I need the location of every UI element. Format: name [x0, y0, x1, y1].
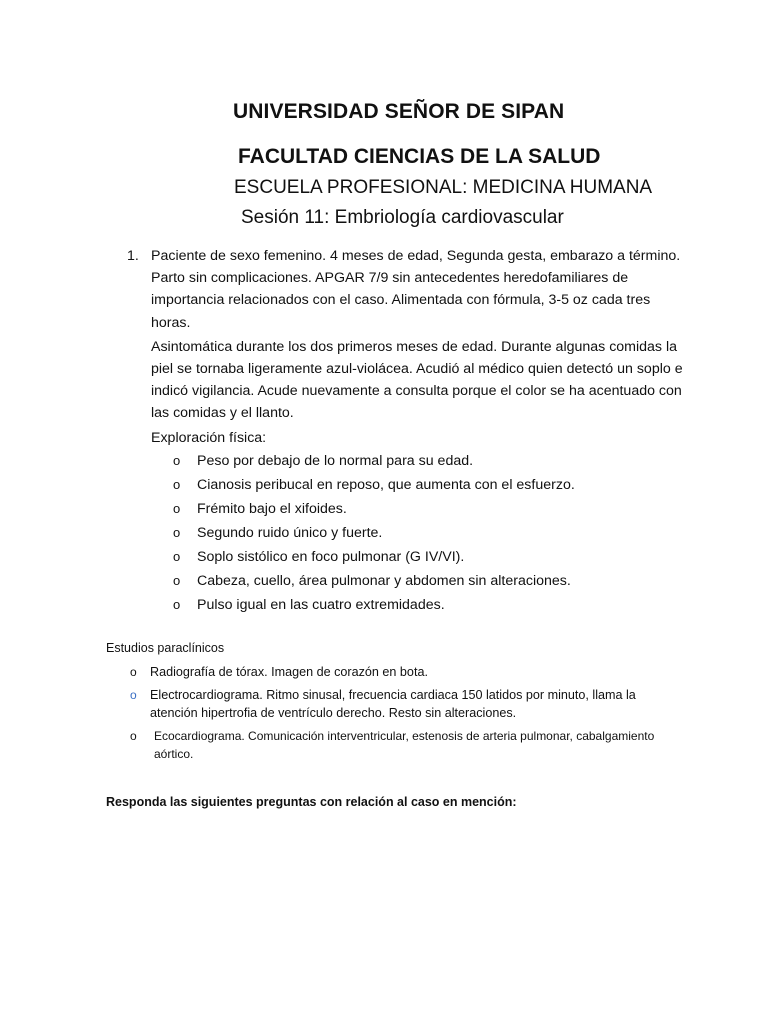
question-prompt: Responda las siguientes preguntas con relación al caso en mención: — [106, 795, 517, 809]
paraclinical-ecg: Electrocardiograma. Ritmo sinusal, frecuencia cardiaca 150 latidos por minuto, llama la atención hipertrofia de ventrículo derecho. Resto sin alteraciones. — [150, 688, 636, 720]
list-item: o Pulso igual en las cuatro extremidades. — [173, 593, 683, 617]
bullet-icon: o — [173, 572, 181, 588]
bullet-icon: o — [173, 548, 181, 564]
case-paragraph-symptoms: Asintomática durante los dos primeros meses de edad. Durante algunas comidas la piel se tornaba ligeramente azul-violácea. Acudió al médico quien detectó un soplo e indicó vigilancia. Acude nuevamente a consulta porque el color se ha acentuado con las comidas y el llanto. — [151, 338, 683, 422]
list-item: o Segundo ruido único y fuerte. — [173, 521, 683, 545]
session-title: Sesión 11: Embriología cardiovascular — [241, 207, 564, 228]
paraclinical-echo: Ecocardiograma. Comunicación interventricular, estenosis de arteria pulmonar, cabalgamiento aórtico. — [154, 729, 655, 761]
faculty-title: FACULTAD CIENCIAS DE LA SALUD — [238, 145, 601, 168]
bullet-icon: o — [173, 524, 181, 540]
list-item: o Soplo sistólico en foco pulmonar (G IV/VI). — [173, 545, 683, 569]
list-item: o Peso por debajo de lo normal para su edad. — [173, 449, 683, 473]
case-paragraph-history: Paciente de sexo femenino. 4 meses de edad, Segunda gesta, embarazo a término. Parto sin complicaciones. APGAR 7/9 sin antecedentes heredofamiliares de importancia relacionados con el caso. Alimentada con fórmula, 3-5 oz cada tres horas. — [151, 248, 681, 331]
school-title: ESCUELA PROFESIONAL: MEDICINA HUMANA — [234, 177, 653, 198]
bullet-icon: o — [173, 596, 181, 612]
findings-list — [151, 449, 683, 617]
case-number: 1. — [127, 248, 139, 264]
bullet-icon: o — [173, 452, 181, 468]
university-title: UNIVERSIDAD SEÑOR DE SIPAN — [233, 100, 565, 123]
paraclinical-xray: Radiografía de tórax. Imagen de corazón en bota. — [150, 665, 428, 679]
bullet-icon: o — [173, 476, 181, 492]
exam-title: Exploración física: — [151, 429, 267, 446]
bullet-icon: o — [130, 688, 137, 702]
paraclinical-title: Estudios paraclínicos — [106, 641, 225, 655]
bullet-icon: o — [130, 729, 137, 743]
bullet-icon: o — [130, 665, 137, 679]
list-item: o Frémito bajo el xifoides. — [173, 497, 683, 521]
list-item: o Cabeza, cuello, área pulmonar y abdomen sin alteraciones. — [173, 569, 683, 593]
list-item: o Cianosis peribucal en reposo, que aumenta con el esfuerzo. — [173, 473, 683, 497]
bullet-icon: o — [173, 500, 181, 516]
case-body — [151, 245, 683, 617]
